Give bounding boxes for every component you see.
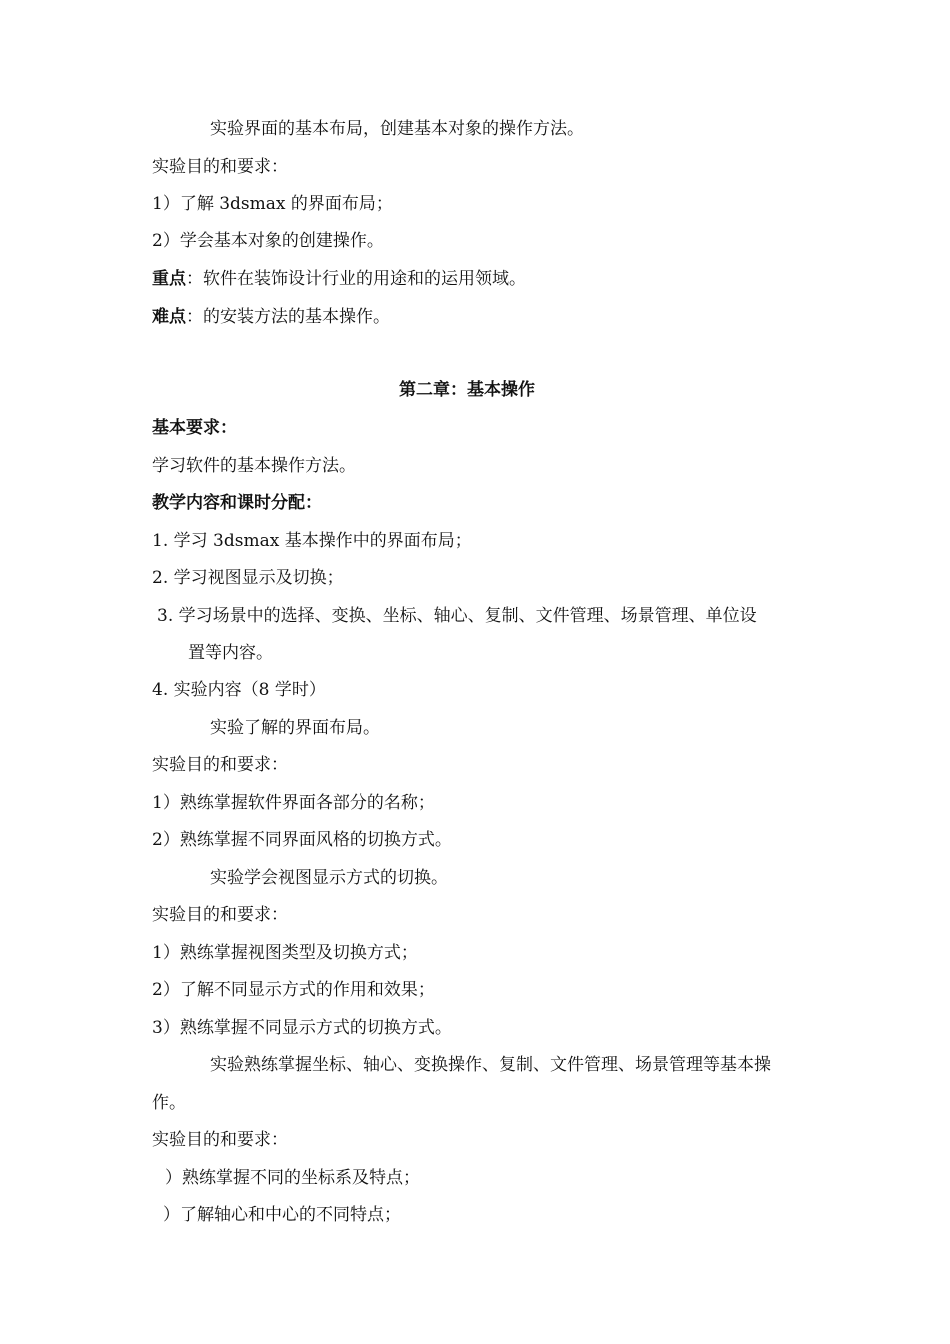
experiment-title: 实验学会视图显示方式的切换。 xyxy=(210,868,448,888)
key-point xyxy=(152,267,526,291)
content-item: 2. 学习视图显示及切换； xyxy=(152,568,344,588)
key-point-text: ：软件在装饰设计行业的用途和的运用领域。 xyxy=(186,269,526,289)
difficulty-label: 难点 xyxy=(152,307,186,327)
goal-heading: 实验目的和要求： xyxy=(152,905,288,925)
difficulty-point xyxy=(152,305,390,329)
goal-item: ）了解轴心和中心的不同特点； xyxy=(163,1205,401,1225)
key-point-label: 重点 xyxy=(152,269,186,289)
experiment-title: 实验了解的界面布局。 xyxy=(210,718,380,738)
experiment-title-continuation: 作。 xyxy=(152,1093,186,1113)
goal-heading: 实验目的和要求： xyxy=(152,157,288,177)
content-item: 4. 实验内容（8 学时） xyxy=(152,680,326,700)
goal-item: 1）了解 3dsmax 的界面布局； xyxy=(152,194,393,214)
content-item: 3. 学习场景中的选择、变换、坐标、轴心、复制、文件管理、场景管理、单位设 xyxy=(157,606,757,626)
goal-item: ）熟练掌握不同的坐标系及特点； xyxy=(165,1168,420,1188)
goal-item: 2）熟练掌握不同界面风格的切换方式。 xyxy=(152,830,452,850)
experiment-description: 实验界面的基本布局，创建基本对象的操作方法。 xyxy=(210,119,584,139)
basic-requirements-text: 学习软件的基本操作方法。 xyxy=(152,456,356,476)
content-item: 1. 学习 3dsmax 基本操作中的界面布局； xyxy=(152,531,472,551)
basic-requirements-heading: 基本要求： xyxy=(152,418,237,438)
chapter-title: 第二章：基本操作 xyxy=(399,380,535,400)
goal-heading: 实验目的和要求： xyxy=(152,1130,288,1150)
experiment-title: 实验熟练掌握坐标、轴心、变换操作、复制、文件管理、场景管理等基本操 xyxy=(210,1055,771,1075)
goal-item: 2）学会基本对象的创建操作。 xyxy=(152,231,384,251)
goal-heading: 实验目的和要求： xyxy=(152,755,288,775)
goal-item: 1）熟练掌握视图类型及切换方式； xyxy=(152,943,418,963)
goal-item: 3）熟练掌握不同显示方式的切换方式。 xyxy=(152,1018,452,1038)
difficulty-text: ：的安装方法的基本操作。 xyxy=(186,307,390,327)
content-item-continuation: 置等内容。 xyxy=(188,643,273,663)
goal-item: 1）熟练掌握软件界面各部分的名称； xyxy=(152,793,435,813)
content-heading: 教学内容和课时分配： xyxy=(152,493,322,513)
goal-item: 2）了解不同显示方式的作用和效果； xyxy=(152,980,435,1000)
